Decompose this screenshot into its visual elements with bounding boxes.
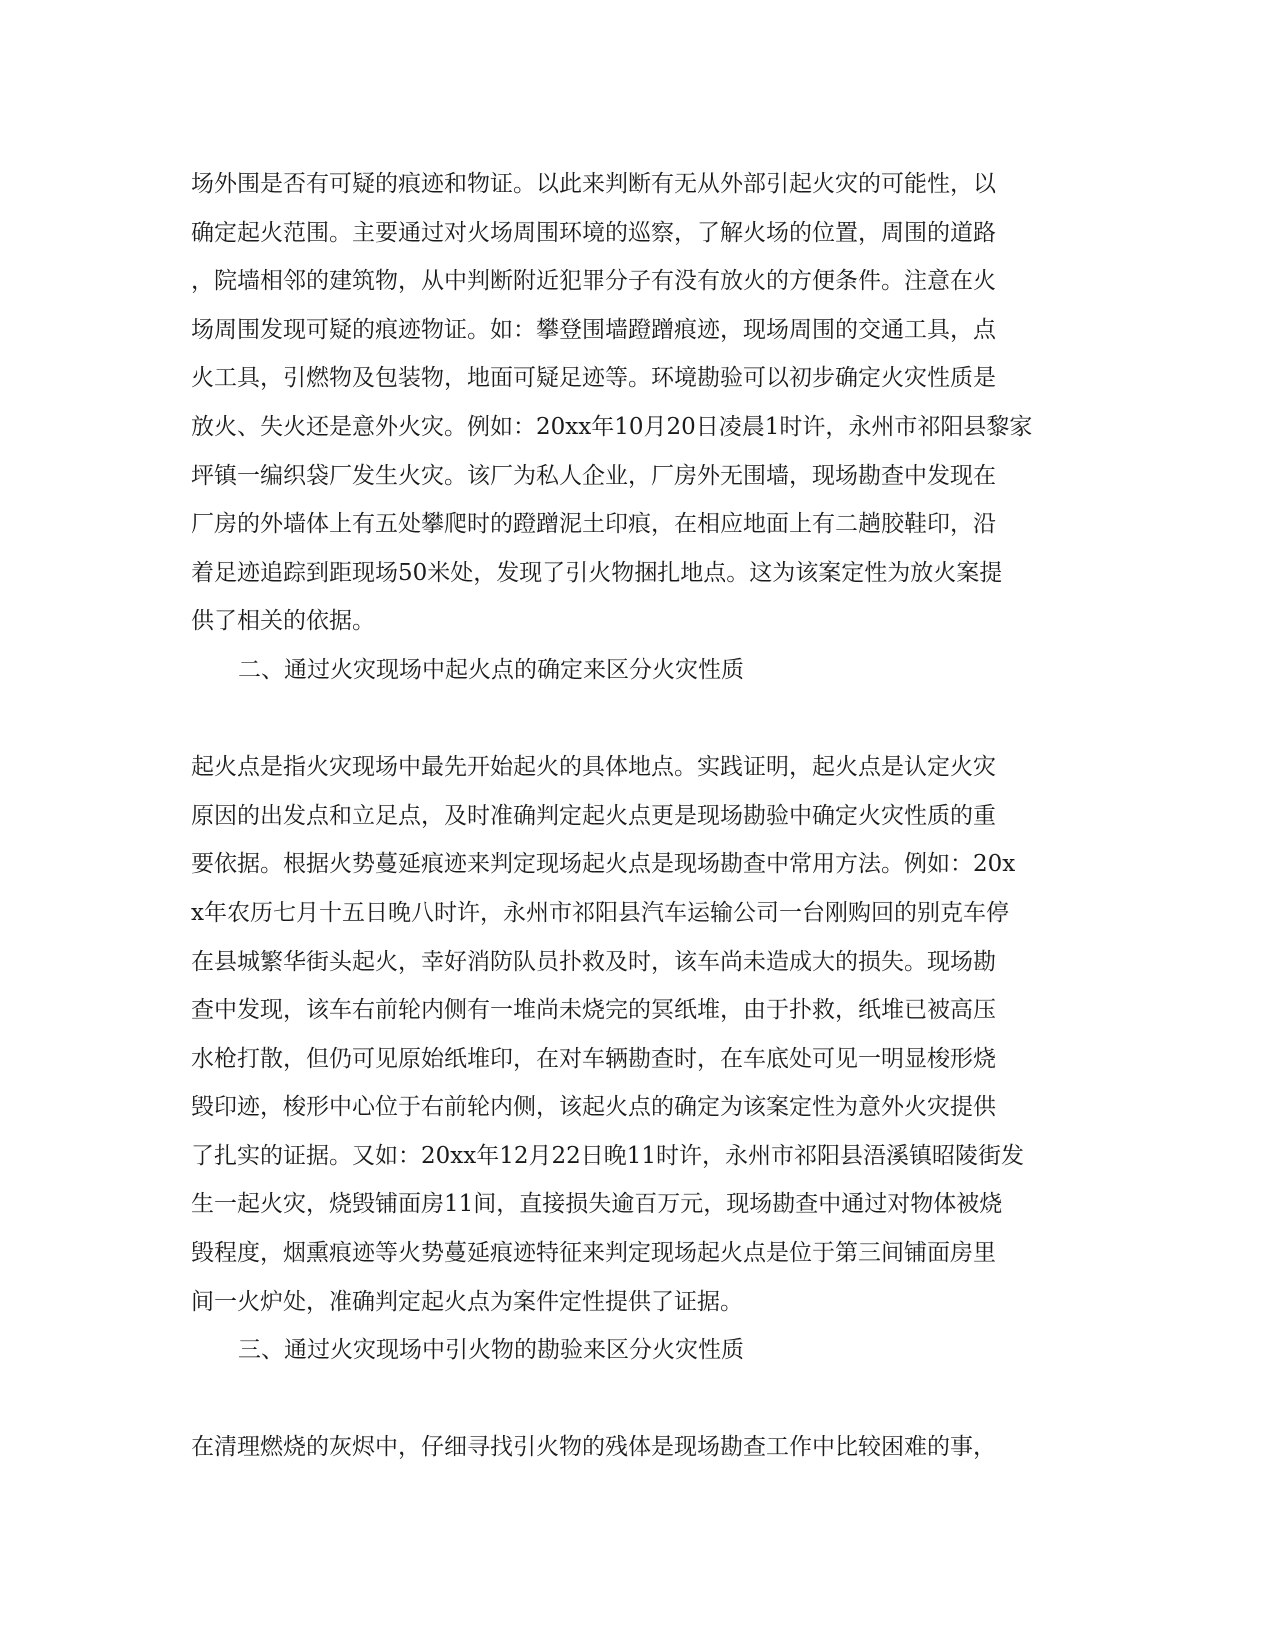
text-line: 放火、失火还是意外火灾。例如：20xx年10月20日凌晨1时许，永州市祁阳县黎家 bbox=[191, 413, 1033, 440]
text-line: 间一火炉处，准确判定起火点为案件定性提供了证据。 bbox=[191, 1288, 743, 1315]
text-line: 查中发现，该车右前轮内侧有一堆尚未烧完的冥纸堆，由于扑救，纸堆已被高压 bbox=[191, 997, 996, 1024]
text-line: ，院墙相邻的建筑物，从中判断附近犯罪分子有没有放火的方便条件。注意在火 bbox=[191, 268, 996, 295]
paragraph-3 bbox=[191, 1423, 1091, 1472]
text-line: x年农历七月十五日晚八时许，永州市祁阳县汽车运输公司一台刚购回的别克车停 bbox=[191, 899, 1009, 926]
text-line: 毁印迹，梭形中心位于右前轮内侧，该起火点的确定为该案定性为意外火灾提供 bbox=[191, 1094, 996, 1121]
text-line: 生一起火灾，烧毁铺面房11间，直接损失逾百万元，现场勘查中通过对物体被烧 bbox=[191, 1191, 1003, 1218]
text-line: 厂房的外墙体上有五处攀爬时的蹬蹭泥土印痕，在相应地面上有二趟胶鞋印，沿 bbox=[191, 511, 996, 538]
text-line: 着足迹追踪到距现场50米处，发现了引火物捆扎地点。这为该案定性为放火案提 bbox=[191, 559, 1003, 586]
section-heading-2: 二、通过火灾现场中起火点的确定来区分火灾性质 bbox=[238, 656, 744, 683]
paragraph-1 bbox=[191, 160, 1091, 646]
text-line: 要依据。根据火势蔓延痕迹来判定现场起火点是现场勘查中常用方法。例如：20x bbox=[191, 851, 1016, 878]
text-line: 确定起火范围。主要通过对火场周围环境的巡察，了解火场的位置，周围的道路 bbox=[191, 219, 996, 246]
text-line: 了扎实的证据。又如：20xx年12月22日晚11时许，永州市祁阳县浯溪镇昭陵街发 bbox=[191, 1142, 1025, 1169]
text-line: 火工具，引燃物及包装物，地面可疑足迹等。环境勘验可以初步确定火灾性质是 bbox=[191, 365, 996, 392]
text-line: 水枪打散，但仍可见原始纸堆印，在对车辆勘查时，在车底处可见一明显梭形烧 bbox=[191, 1045, 996, 1072]
blank-line bbox=[191, 695, 1091, 744]
text-line: 在县城繁华街头起火，幸好消防队员扑救及时，该车尚未造成大的损失。现场勘 bbox=[191, 948, 996, 975]
text-line: 在清理燃烧的灰烬中，仔细寻找引火物的残体是现场勘查工作中比较困难的事， bbox=[191, 1434, 996, 1461]
section-heading-3: 三、通过火灾现场中引火物的勘验来区分火灾性质 bbox=[238, 1337, 744, 1364]
blank-line bbox=[191, 1375, 1091, 1424]
text-line: 起火点是指火灾现场中最先开始起火的具体地点。实践证明，起火点是认定火灾 bbox=[191, 754, 996, 781]
document-body bbox=[191, 160, 1091, 1472]
text-line: 坪镇一编织袋厂发生火灾。该厂为私人企业，厂房外无围墙，现场勘查中发现在 bbox=[191, 462, 996, 489]
text-line: 场外围是否有可疑的痕迹和物证。以此来判断有无从外部引起火灾的可能性，以 bbox=[191, 171, 996, 197]
text-line: 毁程度，烟熏痕迹等火势蔓延痕迹特征来判定现场起火点是位于第三间铺面房里 bbox=[191, 1240, 996, 1267]
text-line: 供了相关的依据。 bbox=[191, 608, 375, 635]
text-line: 场周围发现可疑的痕迹物证。如：攀登围墙蹬蹭痕迹，现场周围的交通工具，点 bbox=[191, 316, 996, 343]
text-line: 原因的出发点和立足点，及时准确判定起火点更是现场勘验中确定火灾性质的重 bbox=[191, 802, 996, 829]
paragraph-2 bbox=[191, 743, 1091, 1326]
